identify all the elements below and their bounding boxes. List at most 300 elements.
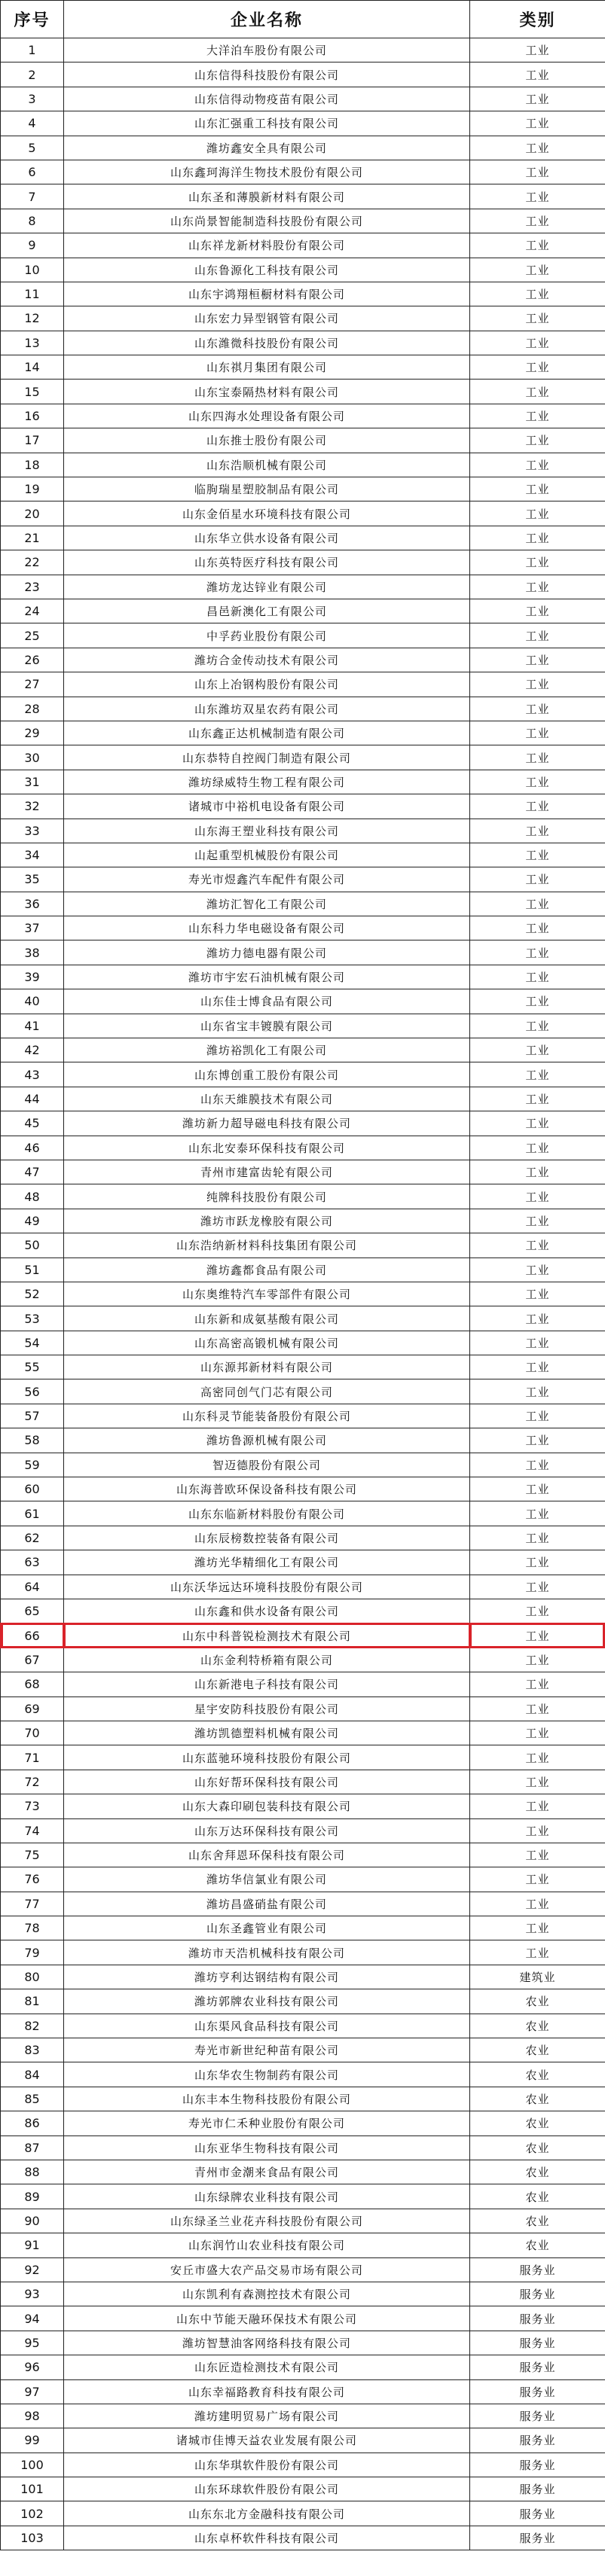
cell-no: 72 <box>1 1770 64 1794</box>
table-row <box>1 1916 605 1940</box>
table-row <box>1 1623 605 1648</box>
cell-category: 工业 <box>470 1599 605 1623</box>
cell-name: 山东东临新材料股份有限公司 <box>64 1501 470 1526</box>
cell-name: 山东宇鸿翔桓橱材料有限公司 <box>64 282 470 306</box>
cell-category: 服务业 <box>470 2428 605 2453</box>
cell-no: 85 <box>1 2087 64 2111</box>
cell-category: 工业 <box>470 575 605 599</box>
cell-no: 47 <box>1 1160 64 1184</box>
cell-category: 工业 <box>470 940 605 965</box>
cell-name: 星宇安防科技股份有限公司 <box>64 1697 470 1721</box>
cell-category: 工业 <box>470 1233 605 1258</box>
cell-no: 95 <box>1 2331 64 2355</box>
cell-category: 工业 <box>470 1843 605 1867</box>
cell-name: 山东推士股份有限公司 <box>64 428 470 453</box>
cell-no: 91 <box>1 2233 64 2257</box>
cell-no: 2 <box>1 62 64 87</box>
cell-category: 服务业 <box>470 2331 605 2355</box>
table-row <box>1 672 605 697</box>
cell-name: 潍坊龙达锌业有限公司 <box>64 575 470 599</box>
cell-name: 山东蓝驰环境科技股份有限公司 <box>64 1745 470 1770</box>
cell-name: 山东丰本生物科技股份有限公司 <box>64 2087 470 2111</box>
cell-name: 山东舍拜恩环保科技有限公司 <box>64 1843 470 1867</box>
cell-name: 山东信得科技股份有限公司 <box>64 62 470 87</box>
cell-no: 26 <box>1 648 64 672</box>
cell-category: 服务业 <box>470 2453 605 2477</box>
cell-category: 工业 <box>470 526 605 550</box>
cell-category: 工业 <box>470 1355 605 1379</box>
cell-name: 山东亚华生物科技有限公司 <box>64 2135 470 2160</box>
cell-no: 18 <box>1 453 64 477</box>
cell-category: 工业 <box>470 1867 605 1892</box>
cell-name: 山东天維膜技术有限公司 <box>64 1087 470 1111</box>
cell-category: 农业 <box>470 1989 605 2014</box>
table-row <box>1 1794 605 1818</box>
table-row <box>1 1014 605 1038</box>
table-row <box>1 1989 605 2014</box>
cell-no: 62 <box>1 1526 64 1550</box>
table-row <box>1 1428 605 1453</box>
table-row <box>1 2501 605 2526</box>
cell-name: 山东圣和薄膜新材料有限公司 <box>64 184 470 209</box>
cell-category: 工业 <box>470 1038 605 1062</box>
header-row <box>1 1 605 38</box>
cell-category: 工业 <box>470 1087 605 1111</box>
table-row <box>1 209 605 233</box>
cell-category: 工业 <box>470 697 605 721</box>
cell-name: 潍坊凯德塑料机械有限公司 <box>64 1721 470 1745</box>
cell-category: 工业 <box>470 1282 605 1306</box>
cell-no: 8 <box>1 209 64 233</box>
table-row <box>1 38 605 62</box>
cell-category: 工业 <box>470 550 605 575</box>
cell-name: 山东万达环保科技有限公司 <box>64 1818 470 1843</box>
table-row <box>1 721 605 745</box>
cell-name: 寿光市新世纪种苗有限公司 <box>64 2038 470 2062</box>
cell-name: 山东华农生物制药有限公司 <box>64 2062 470 2087</box>
table-row <box>1 1404 605 1428</box>
table-row <box>1 1867 605 1892</box>
cell-category: 工业 <box>470 843 605 867</box>
cell-no: 59 <box>1 1453 64 1477</box>
cell-no: 65 <box>1 1599 64 1623</box>
cell-category: 工业 <box>470 1940 605 1965</box>
cell-category: 工业 <box>470 1306 605 1331</box>
cell-category: 工业 <box>470 1818 605 1843</box>
cell-category: 建筑业 <box>470 1965 605 1989</box>
cell-no: 21 <box>1 526 64 550</box>
cell-name: 潍坊汇智化工有限公司 <box>64 892 470 916</box>
cell-category: 工业 <box>470 1062 605 1087</box>
cell-category: 工业 <box>470 1892 605 1916</box>
table-row <box>1 1209 605 1233</box>
cell-category: 工业 <box>470 1697 605 1721</box>
cell-no: 60 <box>1 1477 64 1501</box>
cell-no: 57 <box>1 1404 64 1428</box>
cell-category: 工业 <box>470 892 605 916</box>
table-row <box>1 2404 605 2428</box>
cell-category: 工业 <box>470 770 605 794</box>
cell-no: 83 <box>1 2038 64 2062</box>
cell-no: 13 <box>1 331 64 355</box>
cell-category: 工业 <box>470 1209 605 1233</box>
cell-name: 潍坊合金传动技术有限公司 <box>64 648 470 672</box>
table-row <box>1 2014 605 2038</box>
cell-no: 30 <box>1 745 64 770</box>
cell-category: 工业 <box>470 1111 605 1136</box>
cell-category: 工业 <box>470 1184 605 1209</box>
cell-category: 工业 <box>470 1526 605 1550</box>
cell-name: 潍坊裕凯化工有限公司 <box>64 1038 470 1062</box>
cell-name: 潍坊绿威特生物工程有限公司 <box>64 770 470 794</box>
table-row <box>1 965 605 989</box>
cell-name: 山东省宝丰镀膜有限公司 <box>64 1014 470 1038</box>
cell-category: 服务业 <box>470 2379 605 2404</box>
cell-name: 山东沃华远达环境科技股份有限公司 <box>64 1575 470 1599</box>
table-row <box>1 1136 605 1160</box>
cell-no: 25 <box>1 623 64 648</box>
cell-no: 52 <box>1 1282 64 1306</box>
table-row <box>1 1233 605 1258</box>
cell-category: 工业 <box>470 404 605 428</box>
cell-no: 63 <box>1 1550 64 1575</box>
cell-no: 19 <box>1 477 64 501</box>
cell-no: 55 <box>1 1355 64 1379</box>
cell-no: 90 <box>1 2209 64 2233</box>
cell-category: 服务业 <box>470 2501 605 2526</box>
cell-category: 工业 <box>470 1404 605 1428</box>
cell-name: 潍坊光华精细化工有限公司 <box>64 1550 470 1575</box>
cell-no: 40 <box>1 989 64 1014</box>
cell-category: 工业 <box>470 1160 605 1184</box>
cell-category: 工业 <box>470 1575 605 1599</box>
cell-no: 24 <box>1 599 64 623</box>
cell-no: 70 <box>1 1721 64 1745</box>
table-row <box>1 1599 605 1623</box>
cell-name: 山东华琪软件股份有限公司 <box>64 2453 470 2477</box>
cell-no: 5 <box>1 136 64 160</box>
cell-no: 20 <box>1 501 64 526</box>
cell-category: 工业 <box>470 111 605 136</box>
table-row <box>1 1379 605 1404</box>
cell-category: 工业 <box>470 648 605 672</box>
cell-name: 山东浩纳新材料科技集团有限公司 <box>64 1233 470 1258</box>
cell-no: 58 <box>1 1428 64 1453</box>
table-row <box>1 916 605 940</box>
table-row <box>1 404 605 428</box>
header-no: 序号 <box>1 1 64 38</box>
cell-name: 山东绿圣兰业花卉科技股份有限公司 <box>64 2209 470 2233</box>
cell-category: 农业 <box>470 2111 605 2135</box>
cell-category: 工业 <box>470 282 605 306</box>
cell-category: 农业 <box>470 2135 605 2160</box>
table-row <box>1 2135 605 2160</box>
cell-name: 昌邑新澳化工有限公司 <box>64 599 470 623</box>
cell-no: 48 <box>1 1184 64 1209</box>
table-row <box>1 2160 605 2184</box>
cell-name: 山东中节能天融环保技术有限公司 <box>64 2306 470 2331</box>
cell-name: 山东大森印刷包装科技有限公司 <box>64 1794 470 1818</box>
cell-category: 工业 <box>470 331 605 355</box>
cell-no: 51 <box>1 1258 64 1282</box>
cell-category: 工业 <box>470 1770 605 1794</box>
header-category: 类别 <box>470 1 605 38</box>
cell-name: 山东北安泰环保科技有限公司 <box>64 1136 470 1160</box>
cell-no: 36 <box>1 892 64 916</box>
cell-no: 93 <box>1 2282 64 2306</box>
table-row <box>1 1672 605 1697</box>
table-row <box>1 794 605 819</box>
cell-no: 68 <box>1 1672 64 1697</box>
table-row <box>1 819 605 843</box>
table-row <box>1 2282 605 2306</box>
cell-name: 山东辰榜数控装备有限公司 <box>64 1526 470 1550</box>
cell-category: 工业 <box>470 209 605 233</box>
cell-no: 11 <box>1 282 64 306</box>
cell-no: 15 <box>1 380 64 404</box>
cell-name: 安丘市盛大农产品交易市场有限公司 <box>64 2257 470 2282</box>
cell-category: 工业 <box>470 1477 605 1501</box>
cell-no: 34 <box>1 843 64 867</box>
table-row <box>1 2306 605 2331</box>
cell-no: 97 <box>1 2379 64 2404</box>
cell-no: 9 <box>1 233 64 258</box>
cell-category: 工业 <box>470 1794 605 1818</box>
cell-name: 山东新和成氨基酸有限公司 <box>64 1306 470 1331</box>
cell-name: 山东汇强重工科技有限公司 <box>64 111 470 136</box>
cell-category: 工业 <box>470 1453 605 1477</box>
cell-no: 29 <box>1 721 64 745</box>
cell-category: 工业 <box>470 87 605 111</box>
table-row <box>1 1111 605 1136</box>
table-row <box>1 282 605 306</box>
table-row <box>1 1282 605 1306</box>
table-row <box>1 989 605 1014</box>
cell-name: 山东匠造检测技术有限公司 <box>64 2355 470 2379</box>
cell-category: 工业 <box>470 1648 605 1672</box>
cell-no: 99 <box>1 2428 64 2453</box>
cell-name: 山东凯利有森测控技术有限公司 <box>64 2282 470 2306</box>
cell-no: 39 <box>1 965 64 989</box>
cell-category: 工业 <box>470 233 605 258</box>
cell-no: 77 <box>1 1892 64 1916</box>
cell-no: 14 <box>1 355 64 380</box>
cell-no: 103 <box>1 2526 64 2550</box>
cell-no: 53 <box>1 1306 64 1331</box>
cell-category: 农业 <box>470 2062 605 2087</box>
cell-name: 山东上冶钢构股份有限公司 <box>64 672 470 697</box>
cell-no: 66 <box>1 1623 64 1648</box>
table-row <box>1 623 605 648</box>
table-row <box>1 306 605 331</box>
table-row <box>1 1843 605 1867</box>
cell-no: 69 <box>1 1697 64 1721</box>
cell-category: 工业 <box>470 1623 605 1648</box>
table-row <box>1 1892 605 1916</box>
cell-category: 工业 <box>470 794 605 819</box>
cell-no: 87 <box>1 2135 64 2160</box>
cell-name: 潍坊昌盛硝盐有限公司 <box>64 1892 470 1916</box>
table-row <box>1 2184 605 2209</box>
cell-no: 92 <box>1 2257 64 2282</box>
cell-no: 45 <box>1 1111 64 1136</box>
cell-name: 山东鑫正达机械制造有限公司 <box>64 721 470 745</box>
cell-no: 96 <box>1 2355 64 2379</box>
cell-no: 28 <box>1 697 64 721</box>
cell-category: 工业 <box>470 672 605 697</box>
cell-name: 山东祺月集团有限公司 <box>64 355 470 380</box>
cell-name: 山东金佰星水环境科技有限公司 <box>64 501 470 526</box>
table-row <box>1 2355 605 2379</box>
table-row <box>1 745 605 770</box>
table-row <box>1 2233 605 2257</box>
table-row <box>1 380 605 404</box>
cell-name: 潍坊市宇宏石油机械有限公司 <box>64 965 470 989</box>
cell-category: 工业 <box>470 745 605 770</box>
cell-name: 山东渠风食品科技有限公司 <box>64 2014 470 2038</box>
cell-no: 23 <box>1 575 64 599</box>
table-row <box>1 111 605 136</box>
cell-no: 64 <box>1 1575 64 1599</box>
cell-category: 工业 <box>470 721 605 745</box>
table-row <box>1 1062 605 1087</box>
table-row <box>1 2331 605 2355</box>
table-row <box>1 1087 605 1111</box>
cell-name: 山东尚景智能制造科技股份有限公司 <box>64 209 470 233</box>
table-row <box>1 2526 605 2550</box>
cell-name: 山东东北方金融科技有限公司 <box>64 2501 470 2526</box>
cell-no: 80 <box>1 1965 64 1989</box>
cell-no: 88 <box>1 2160 64 2184</box>
cell-name: 潍坊鲁源机械有限公司 <box>64 1428 470 1453</box>
table-row <box>1 697 605 721</box>
cell-category: 工业 <box>470 160 605 184</box>
table-row <box>1 843 605 867</box>
cell-name: 青州市建富齿轮有限公司 <box>64 1160 470 1184</box>
cell-name: 山东高密高锻机械有限公司 <box>64 1331 470 1355</box>
table-row <box>1 550 605 575</box>
table-header <box>1 1 605 38</box>
cell-no: 50 <box>1 1233 64 1258</box>
cell-no: 67 <box>1 1648 64 1672</box>
cell-name: 潍坊郭牌农业科技有限公司 <box>64 1989 470 2014</box>
table-row <box>1 940 605 965</box>
cell-no: 46 <box>1 1136 64 1160</box>
cell-category: 工业 <box>470 501 605 526</box>
cell-name: 寿光市仁禾种业股份有限公司 <box>64 2111 470 2135</box>
cell-name: 山东科灵节能装备股份有限公司 <box>64 1404 470 1428</box>
cell-name: 山东卓杯软件科技有限公司 <box>64 2526 470 2550</box>
cell-no: 12 <box>1 306 64 331</box>
cell-no: 44 <box>1 1087 64 1111</box>
cell-category: 农业 <box>470 2160 605 2184</box>
cell-no: 16 <box>1 404 64 428</box>
cell-no: 94 <box>1 2306 64 2331</box>
cell-name: 山东宏力异型钢管有限公司 <box>64 306 470 331</box>
cell-category: 工业 <box>470 1916 605 1940</box>
cell-name: 高密同创气门芯有限公司 <box>64 1379 470 1404</box>
cell-name: 山东恭特自控阀门制造有限公司 <box>64 745 470 770</box>
cell-name: 山东华立供水设备有限公司 <box>64 526 470 550</box>
cell-category: 工业 <box>470 867 605 892</box>
table-row <box>1 1648 605 1672</box>
table-row <box>1 233 605 258</box>
cell-category: 工业 <box>470 1428 605 1453</box>
cell-no: 35 <box>1 867 64 892</box>
table-row <box>1 2209 605 2233</box>
cell-category: 工业 <box>470 428 605 453</box>
table-row <box>1 1721 605 1745</box>
table-row <box>1 867 605 892</box>
cell-category: 工业 <box>470 1258 605 1282</box>
cell-name: 潍坊华信氯业有限公司 <box>64 1867 470 1892</box>
cell-name: 山东鑫珂海洋生物技术股份有限公司 <box>64 160 470 184</box>
cell-category: 工业 <box>470 380 605 404</box>
table-row <box>1 1184 605 1209</box>
cell-name: 大洋泊车股份有限公司 <box>64 38 470 62</box>
table-row <box>1 2062 605 2087</box>
cell-no: 3 <box>1 87 64 111</box>
table-row <box>1 2379 605 2404</box>
table-row <box>1 770 605 794</box>
cell-no: 17 <box>1 428 64 453</box>
cell-name: 山东环球软件股份有限公司 <box>64 2477 470 2501</box>
cell-no: 101 <box>1 2477 64 2501</box>
cell-name: 山东鑫和供水设备有限公司 <box>64 1599 470 1623</box>
cell-category: 工业 <box>470 1550 605 1575</box>
cell-category: 工业 <box>470 1014 605 1038</box>
cell-name: 山东英特医疗科技有限公司 <box>64 550 470 575</box>
cell-category: 服务业 <box>470 2404 605 2428</box>
cell-category: 工业 <box>470 989 605 1014</box>
table-row <box>1 599 605 623</box>
table-row <box>1 575 605 599</box>
table-row <box>1 1770 605 1794</box>
cell-name: 潍坊鑫都食品有限公司 <box>64 1258 470 1282</box>
cell-name: 山东鲁源化工科技有限公司 <box>64 258 470 282</box>
cell-no: 22 <box>1 550 64 575</box>
cell-name: 中孚药业股份有限公司 <box>64 623 470 648</box>
cell-name: 山东浩顺机械有限公司 <box>64 453 470 477</box>
cell-no: 32 <box>1 794 64 819</box>
cell-category: 农业 <box>470 2184 605 2209</box>
cell-category: 工业 <box>470 306 605 331</box>
cell-name: 山东源邦新材料有限公司 <box>64 1355 470 1379</box>
cell-no: 89 <box>1 2184 64 2209</box>
cell-category: 工业 <box>470 1672 605 1697</box>
cell-name: 山东科力华电磁设备有限公司 <box>64 916 470 940</box>
cell-category: 农业 <box>470 2209 605 2233</box>
cell-no: 78 <box>1 1916 64 1940</box>
table-row <box>1 1965 605 1989</box>
table-row <box>1 2038 605 2062</box>
table-row <box>1 2428 605 2453</box>
cell-no: 75 <box>1 1843 64 1867</box>
cell-no: 38 <box>1 940 64 965</box>
table-row <box>1 1550 605 1575</box>
cell-category: 服务业 <box>470 2282 605 2306</box>
cell-no: 102 <box>1 2501 64 2526</box>
cell-name: 临朐瑞星塑胶制品有限公司 <box>64 477 470 501</box>
cell-category: 工业 <box>470 38 605 62</box>
table-row <box>1 1160 605 1184</box>
cell-category: 农业 <box>470 2014 605 2038</box>
table-body <box>1 38 605 2550</box>
cell-category: 工业 <box>470 62 605 87</box>
table-row <box>1 526 605 550</box>
cell-name: 纯牌科技股份有限公司 <box>64 1184 470 1209</box>
table-row <box>1 1477 605 1501</box>
